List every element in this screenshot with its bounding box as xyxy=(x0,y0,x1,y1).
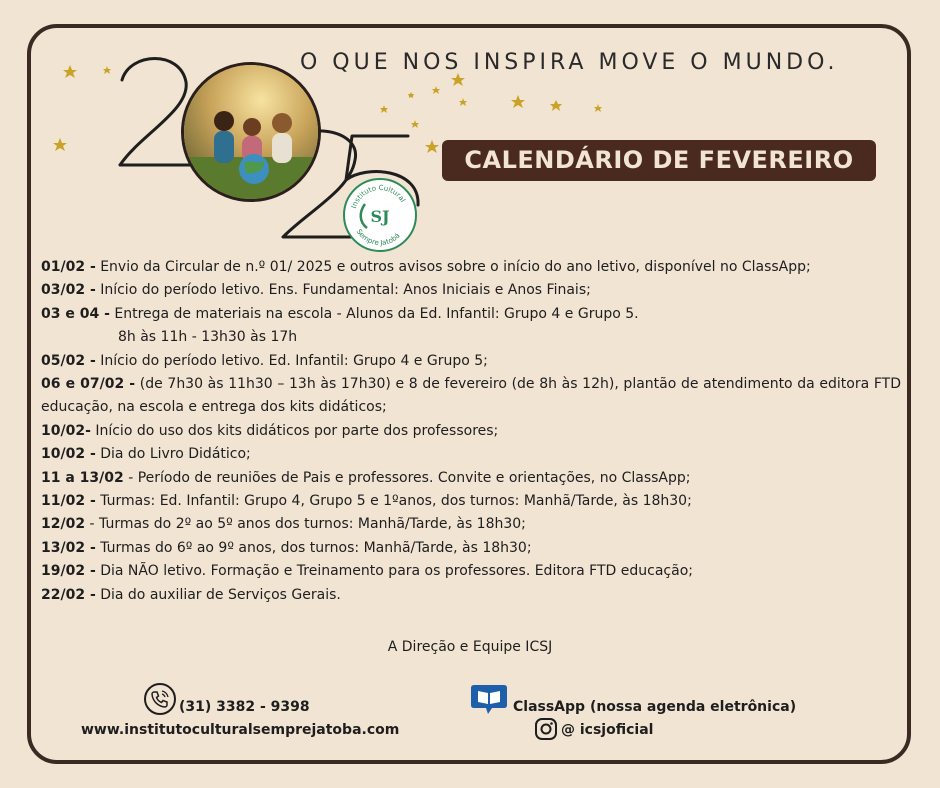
event-item: 03 e 04 - Entrega de materiais na escola - Alunos da Ed. Infantil: Grupo 4 e Grupo 5. xyxy=(41,305,639,322)
phone-icon xyxy=(143,682,177,716)
svg-text:Sempre Jatobá: Sempre Jatobá xyxy=(354,227,402,248)
instagram-icon xyxy=(534,717,558,741)
event-item: 10/02 - Dia do Livro Didático; xyxy=(41,446,251,463)
star-icon xyxy=(63,65,77,78)
star-icon xyxy=(550,100,562,111)
event-item-continuation: 8h às 11h - 13h30 às 17h xyxy=(118,329,298,346)
book-chat-icon xyxy=(470,683,508,715)
event-item: 10/02- Início do uso dos kits didáticos por parte dos professores; xyxy=(41,422,499,439)
event-item: 19/02 - Dia NÃO letivo. Formação e Treinamento para os professores. Editora FTD educação; xyxy=(41,563,693,580)
event-item: 03/02 - Início do período letivo. Ens. Fundamental: Anos Iniciais e Anos Finais; xyxy=(41,282,591,299)
star-icon xyxy=(594,104,602,112)
event-item: 11 a 13/02 - Período de reuniões de Pais e professores. Convite e orientações, no ClassApp; xyxy=(41,469,691,486)
slogan-text: O QUE NOS INSPIRA MOVE O MUNDO. xyxy=(300,50,839,75)
star-icon xyxy=(432,86,440,94)
event-item: 22/02 - Dia do auxiliar de Serviços Gerais. xyxy=(41,586,341,603)
event-item: 11/02 - Turmas: Ed. Infantil: Grupo 4, Grupo 5 e 1ºanos, dos turnos: Manhã/Tarde, às 18h30; xyxy=(41,493,692,510)
instagram-handle[interactable]: @ icsjoficial xyxy=(561,722,654,738)
phone-number: (31) 3382 - 9398 xyxy=(179,699,310,715)
event-list xyxy=(41,256,901,607)
classapp-label: ClassApp (nossa agenda eletrônica) xyxy=(513,699,797,715)
children-globe-photo xyxy=(181,62,321,202)
star-icon xyxy=(511,95,525,108)
svg-text:SJ: SJ xyxy=(370,207,390,226)
event-item: 05/02 - Início do período letivo. Ed. Infantil: Grupo 4 e Grupo 5; xyxy=(41,352,488,369)
svg-text:Instituto Cultural: Instituto Cultural xyxy=(349,183,407,210)
calendar-title-banner: CALENDÁRIO DE FEVEREIRO xyxy=(442,140,876,181)
event-item: 12/02 - Turmas do 2º ao 5º anos dos turnos: Manhã/Tarde, às 18h30; xyxy=(41,516,526,533)
event-item: 01/02 - Envio da Circular de n.º 01/ 2025 e outros avisos sobre o início do ano letivo, disponível no ClassApp; xyxy=(41,259,811,275)
event-item: 06 e 07/02 - (de 7h30 às 11h30 – 13h às 17h30) e 8 de fevereiro (de 8h às 12h), plantão de atendimento da editora FTD educação, na escola e entrega dos kits didáticos; xyxy=(41,376,901,416)
star-icon xyxy=(459,98,467,106)
icsj-seal-logo xyxy=(343,178,417,252)
event-item: 13/02 - Turmas do 6º ao 9º anos, dos turnos: Manhã/Tarde, às 18h30; xyxy=(41,539,532,556)
star-icon xyxy=(53,138,67,151)
website-link[interactable]: www.institutoculturalsemprejatoba.com xyxy=(81,722,400,738)
signature: A Direção e Equipe ICSJ xyxy=(387,639,553,655)
